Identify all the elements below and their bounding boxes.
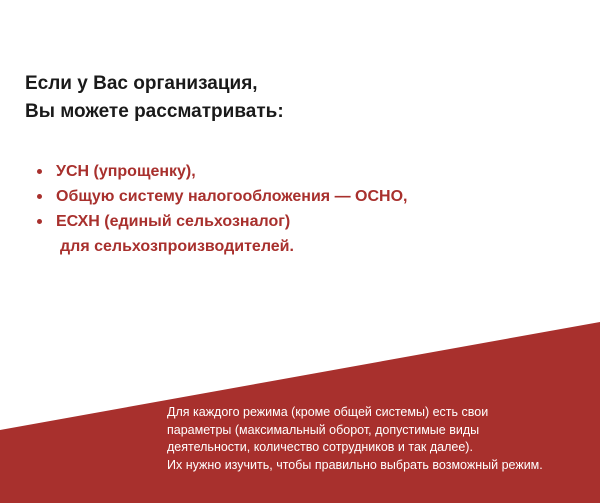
bullet-icon [37,194,42,199]
note-line-1: Для каждого режима (кроме общей системы) есть свои [167,405,489,419]
headline-line-2: Вы можете рассматривать: [25,101,284,122]
note-line-3: деятельности, количество сотрудников и так далее). [167,440,473,454]
list-item-osno [37,184,407,209]
headline [25,70,284,126]
headline-line-1: Если у Вас организация, [25,73,258,94]
tax-regime-list [37,159,407,259]
note-line-2: параметры (максимальный оборот, допустимые виды [167,422,480,437]
tax-regime-label: Общую систему налогообложения — ОСНО, [56,188,408,205]
list-item-eshn [37,209,407,259]
bullet-icon [37,169,42,174]
bullet-icon [37,219,42,224]
tax-regime-label-continuation: для сельхозпроизводителей. [60,238,294,255]
note-line-4: Их нужно изучить, чтобы правильно выбрать возможный режим. [167,457,543,472]
tax-regime-label: УСН (упрощенку), [56,163,196,180]
regime-note [167,404,592,474]
list-item-usn [37,159,407,184]
tax-regime-label: ЕСХН (единый сельхозналог) [56,213,291,230]
